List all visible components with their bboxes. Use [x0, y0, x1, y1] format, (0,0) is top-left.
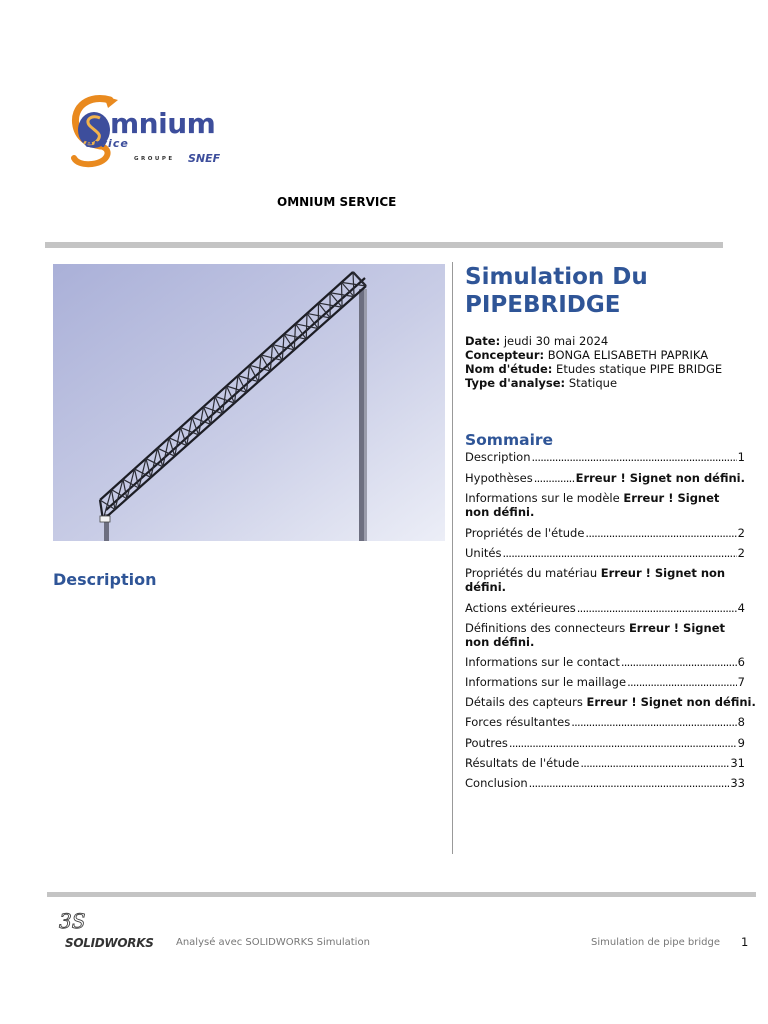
meta-label: Date: — [465, 334, 501, 348]
truss-member — [306, 313, 307, 339]
toc-entry[interactable] — [465, 566, 745, 594]
solidworks-logo — [53, 906, 163, 954]
toc-label: Définitions des connecteurs — [465, 621, 626, 635]
toc-leader — [585, 526, 736, 540]
footer-divider — [47, 892, 756, 897]
solidworks-wordmark: SOLIDWORKS — [65, 936, 154, 950]
toc-entry[interactable] — [465, 756, 745, 770]
meta-value: Statique — [568, 376, 618, 390]
toc-leader — [529, 776, 730, 790]
toc-label: Propriétés de l'étude — [465, 526, 585, 540]
meta-study-name — [465, 362, 765, 376]
toc-label: Poutres — [465, 736, 508, 750]
toc-label: Actions extérieures — [465, 601, 576, 615]
omnium-logo — [70, 92, 235, 172]
toc-entry[interactable] — [465, 715, 745, 729]
logo-snef: SNEF — [188, 152, 221, 165]
toc-label: Hypothèses — [465, 471, 533, 485]
toc-page: Erreur ! Signet non défini. — [575, 471, 745, 485]
toc-page: 9 — [737, 736, 745, 750]
toc-leader — [577, 601, 737, 615]
toc-entry[interactable] — [465, 471, 745, 485]
svg-text:3S: 3S — [59, 909, 86, 933]
toc-entry[interactable] — [465, 675, 745, 689]
title-line-1: Simulation Du — [465, 264, 648, 290]
toc-label: Conclusion — [465, 776, 528, 790]
toc-entry[interactable] — [465, 695, 756, 709]
toc-heading: Sommaire — [465, 431, 554, 449]
toc-label: Détails des capteurs — [465, 695, 583, 709]
toc-label: Informations sur le contact — [465, 655, 620, 669]
toc-label: Informations sur le maillage — [465, 675, 627, 689]
document-title — [465, 263, 755, 319]
toc-leader — [621, 655, 737, 669]
toc-page: 6 — [737, 655, 745, 669]
meta-value: Etudes statique PIPE BRIDGE — [556, 362, 723, 376]
toc-label: Propriétés du matériau — [465, 566, 598, 580]
toc-page: Erreur ! Signet non défini. — [586, 695, 756, 709]
meta-value: BONGA ELISABETH PAPRIKA — [547, 348, 709, 362]
toc-leader — [502, 546, 736, 560]
toc-leader — [509, 736, 737, 750]
meta-label: Concepteur: — [465, 348, 545, 362]
meta-designer — [465, 348, 765, 362]
solidworks-ds-icon — [53, 906, 93, 938]
truss-member — [342, 282, 343, 307]
meta-value: jeudi 30 mai 2024 — [503, 334, 609, 348]
page-number: 1 — [741, 935, 749, 949]
logo-service: ervice — [85, 137, 129, 150]
toc-page: 2 — [737, 526, 745, 540]
toc-leader — [532, 450, 737, 464]
toc-page: Erreur ! Signet non défini. — [465, 566, 726, 594]
logo-groupe: GROUPE — [134, 156, 175, 162]
toc-entry[interactable] — [465, 776, 745, 790]
header-divider — [45, 242, 723, 248]
toc-page: 31 — [730, 756, 745, 770]
toc-label: Informations sur le modèle — [465, 491, 620, 505]
toc-entry[interactable] — [465, 526, 745, 540]
toc-leader — [580, 756, 729, 770]
toc-entry[interactable] — [465, 450, 745, 464]
toc-page: 1 — [737, 450, 745, 464]
toc-leader — [571, 715, 736, 729]
toc-page: Erreur ! Signet non défini. — [465, 621, 725, 649]
column-divider — [452, 262, 453, 854]
toc-label: Unités — [465, 546, 502, 560]
description-heading: Description — [53, 570, 157, 589]
toc-entry[interactable] — [465, 601, 745, 615]
logo-word: mnium — [110, 107, 216, 140]
toc-label: Description — [465, 450, 531, 464]
footer-analysis-note: Analysé avec SOLIDWORKS Simulation — [176, 937, 370, 948]
toc-page: 33 — [730, 776, 745, 790]
toc-leader — [627, 675, 737, 689]
meta-analysis-type — [465, 376, 765, 390]
toc-label: Résultats de l'étude — [465, 756, 580, 770]
toc-page: 4 — [737, 601, 745, 615]
toc-label: Forces résultantes — [465, 715, 571, 729]
toc-entry[interactable] — [465, 491, 745, 519]
company-name: OMNIUM SERVICE — [277, 195, 397, 209]
meta-label: Nom d'étude: — [465, 362, 553, 376]
toc-entry[interactable] — [465, 546, 745, 560]
toc-entry[interactable] — [465, 736, 745, 750]
toc-entry[interactable] — [465, 621, 745, 649]
toc-page: 8 — [737, 715, 745, 729]
toc-entry[interactable] — [465, 655, 745, 669]
title-line-2: PIPEBRIDGE — [465, 292, 621, 318]
meta-label: Type d'analyse: — [465, 376, 566, 390]
toc-page: Erreur ! Signet non défini. — [465, 491, 720, 519]
toc-page: 2 — [737, 546, 745, 560]
toc-leader — [534, 471, 575, 485]
meta-date — [465, 334, 765, 348]
footer-document-name: Simulation de pipe bridge — [591, 937, 721, 948]
toc-page: 7 — [737, 675, 745, 689]
pipebridge-render-image — [53, 264, 445, 541]
